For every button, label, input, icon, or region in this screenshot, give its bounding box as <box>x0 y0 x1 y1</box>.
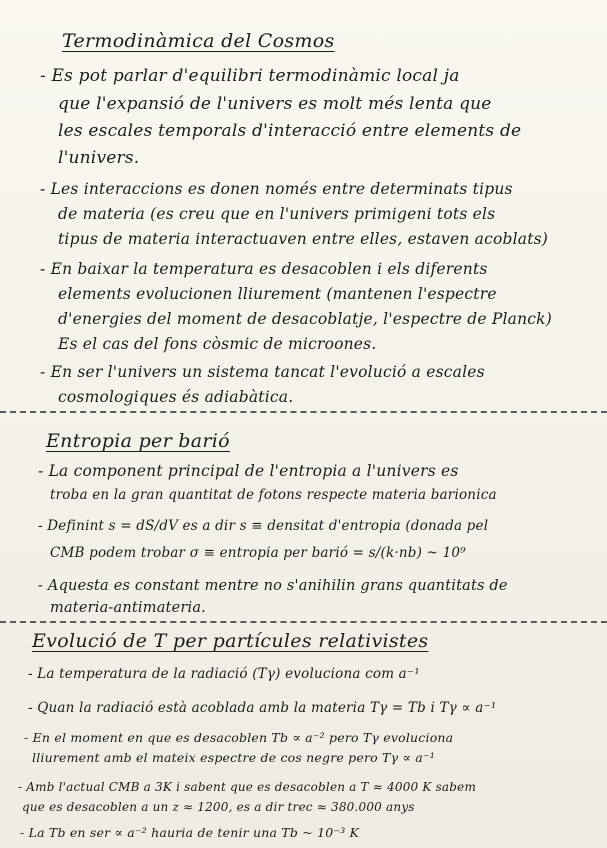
heading-evolucio: Evolució de T per partícules relativistes <box>32 630 429 652</box>
s3-b4-line1: - Amb l'actual CMB a 3K i sabent que es desacoblen a T ≈ 4000 K sabem <box>18 780 477 794</box>
s3-b5-line1: - La Tb en ser ∝ a⁻² hauria de tenir una Tb ~ 10⁻³ K <box>20 825 360 840</box>
s1-b1-line4: l'univers. <box>58 148 140 168</box>
s1-b3-line3: d'energies del moment de desacoblatje, l'espectre de Planck) <box>58 310 552 328</box>
s3-b3-line2: lliurement amb el mateix espectre de cos negre pero Tγ ∝ a⁻¹ <box>32 750 435 765</box>
s3-b1-line1: - La temperatura de la radiació (Tγ) evoluciona com a⁻¹ <box>28 666 420 682</box>
s2-b3-line2: materia-antimateria. <box>50 600 206 616</box>
s1-b3-line1: - En baixar la temperatura es desacoblen i els diferents <box>40 260 488 278</box>
s1-b4-line2: cosmologiques és adiabàtica. <box>58 388 294 406</box>
s1-b3-line4: Es el cas del fons còsmic de microones. <box>58 335 377 353</box>
s2-b3-line1: - Aquesta es constant mentre no s'anihilin grans quantitats de <box>38 578 508 594</box>
s3-b3-line1: - En el moment en que es desacoblen Tb ∝ a⁻² pero Tγ evoluciona <box>24 730 454 745</box>
s1-b2-line1: - Les interaccions es donen només entre determinats tipus <box>40 180 513 198</box>
s2-b2-line1: - Definint s = dS/dV es a dir s ≡ densitat d'entropia (donada pel <box>38 518 489 534</box>
s2-b1-line2: troba en la gran quantitat de fotons respecte materia barionica <box>50 487 497 503</box>
section-divider-2 <box>0 621 607 623</box>
s1-b2-line2: de materia (es creu que en l'univers primigeni tots els <box>58 205 496 223</box>
section-divider-1 <box>0 411 607 413</box>
s3-b4-line2: que es desacoblen a un z ≈ 1200, es a dir trec ≈ 380.000 anys <box>22 800 415 814</box>
s2-b2-line2: CMB podem trobar σ ≡ entropia per barió = s/(k·nb) ~ 10⁹ <box>50 545 466 561</box>
s1-b3-line2: elements evolucionen lliurement (mantenen l'espectre <box>58 285 497 303</box>
s1-b4-line1: - En ser l'univers un sistema tancat l'evolució a escales <box>40 363 485 381</box>
s1-b1-line2: que l'expansió de l'univers es molt més lenta que <box>58 94 492 114</box>
heading-entropia: Entropia per barió <box>46 430 230 452</box>
s3-b2-line1: - Quan la radiació està acoblada amb la materia Tγ = Tb i Tγ ∝ a⁻¹ <box>28 700 497 716</box>
heading-termodinamica: Termodinàmica del Cosmos <box>62 30 335 52</box>
s1-b1-line1: - Es pot parlar d'equilibri termodinàmic local ja <box>40 66 460 86</box>
s1-b2-line3: tipus de materia interactuaven entre elles, estaven acoblats) <box>58 230 549 248</box>
s1-b1-line3: les escales temporals d'interacció entre elements de <box>58 121 522 141</box>
s2-b1-line1: - La component principal de l'entropia a l'univers es <box>38 462 459 480</box>
